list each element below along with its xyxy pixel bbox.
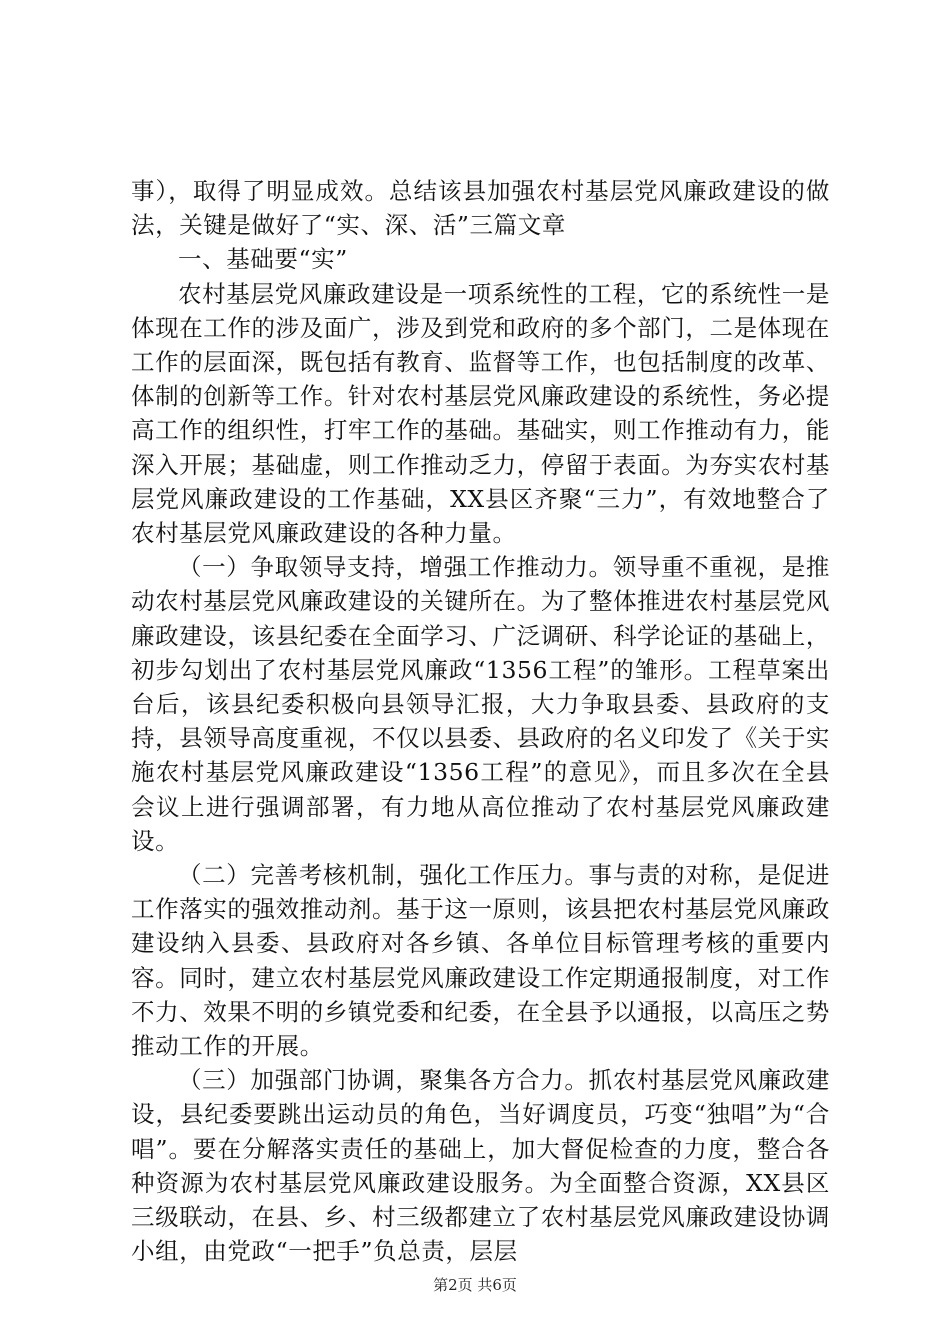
- paragraph-leadership-support: （一）争取领导支持，增强工作推动力。领导重不重视，是推动农村基层党风廉政建设的关键所在。为了整体推进农村基层党风廉政建设，该县纪委在全面学习、广泛调研、科学论证的基础上，初步勾划出了农村基层党风廉政“1356工程”的雏形。工程草案出台后，该县纪委积极向县领导汇报，大力争取县委、县政府的支持，县领导高度重视，不仅以县委、县政府的名义印发了《关于实施农村基层党风廉政建设“1356工程”的意见》，而且多次在全县会议上进行强调部署，有力地从高位推动了农村基层党风廉政建设。: [131, 553, 830, 855]
- paragraph-assessment-mechanism: （二）完善考核机制，强化工作压力。事与责的对称，是促进工作落实的强效推动剂。基于这一原则，该县把农村基层党风廉政建设纳入县委、县政府对各乡镇、各单位目标管理考核的重要内容。同时，建立农村基层党风廉政建设工作定期通报制度，对工作不力、效果不明的乡镇党委和纪委，在全县予以通报，以高压之势推动工作的开展。: [131, 861, 830, 1061]
- paragraph-continuation: 事），取得了明显成效。总结该县加强农村基层党风廉政建设的做法，关键是做好了“实、深、活”三篇文章: [131, 177, 830, 240]
- section-heading: 一、基础要“实”: [178, 245, 348, 274]
- document-body: [131, 174, 830, 1269]
- page-number-footer: 第2页 共6页: [433, 1276, 517, 1294]
- paragraph-department-coordination: （三）加强部门协调，聚集各方合力。抓农村基层党风廉政建设，县纪委要跳出运动员的角色，当好调度员，巧变“独唱”为“合唱”。要在分解落实责任的基础上，加大督促检查的力度，整合各种资源为农村基层党风廉政建设服务。为全面整合资源，XX县区三级联动，在县、乡、村三级都建立了农村基层党风廉政建设协调小组，由党政“一把手”负总责，层层: [131, 1066, 830, 1266]
- paragraph-foundation: 农村基层党风廉政建设是一项系统性的工程，它的系统性一是体现在工作的涉及面广，涉及到党和政府的多个部门，二是体现在工作的层面深，既包括有教育、监督等工作，也包括制度的改革、体制的创新等工作。针对农村基层党风廉政建设的系统性，务必提高工作的组织性，打牢工作的基础。基础实，则工作推动有力，能深入开展；基础虚，则工作推动乏力，停留于表面。为夯实农村基层党风廉政建设的工作基础，XX县区齐聚“三力”，有效地整合了农村基层党风廉政建设的各种力量。: [131, 279, 830, 548]
